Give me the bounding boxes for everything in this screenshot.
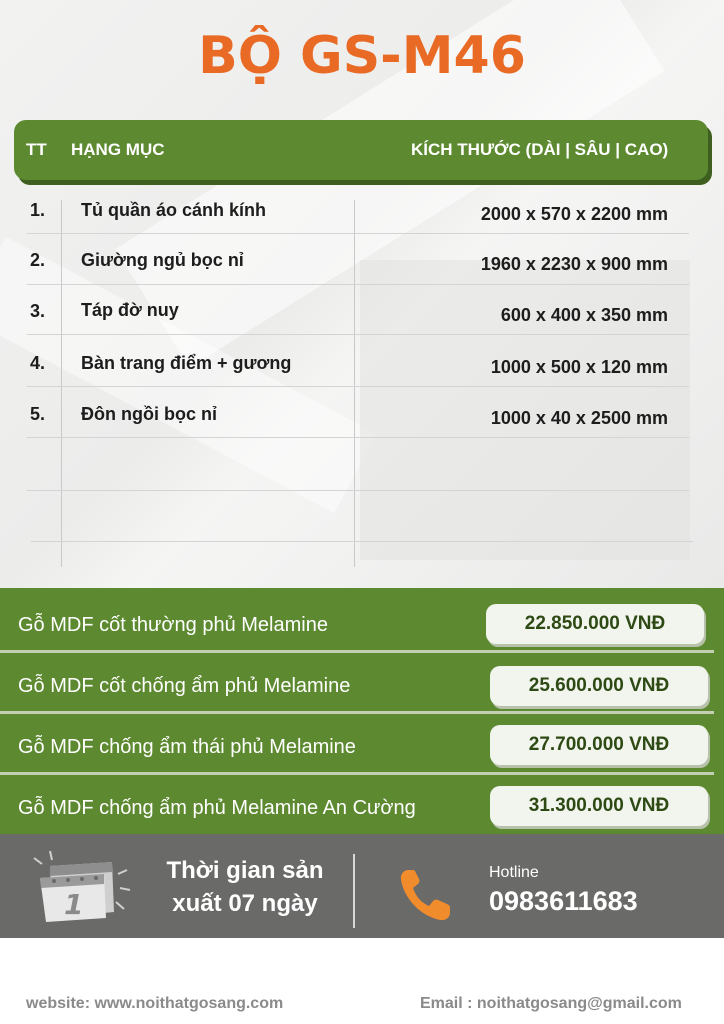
row-item-name: Tủ quần áo cánh kính xyxy=(81,200,267,220)
row-item-name: Đôn ngồi bọc nỉ xyxy=(81,404,217,424)
row-number: 1. xyxy=(30,200,46,220)
material-label: Gỗ MDF chống ẩm phủ Melamine An Cường xyxy=(18,797,416,819)
page-title: BỘ GS-M46 xyxy=(198,26,526,86)
email-link[interactable]: Email : noithatgosang@gmail.com xyxy=(420,995,682,1012)
row-item-name: Giường ngủ bọc nỉ xyxy=(81,250,244,270)
production-time: Thời gian sản xuất 07 ngày xyxy=(166,857,324,917)
row-item-size: 1960 x 2230 x 900 mm xyxy=(480,254,668,274)
price-badge: 25.600.000 VNĐ xyxy=(490,666,708,706)
price-panel xyxy=(0,588,724,834)
calendar-icon xyxy=(28,848,132,924)
price-badge: 27.700.000 VNĐ xyxy=(490,725,708,765)
column-divider xyxy=(61,200,62,567)
header-item: HẠNG MỤC xyxy=(71,140,165,159)
row-item-name: Bàn trang điểm + gương xyxy=(81,353,292,373)
price-row xyxy=(0,649,724,707)
row-divider xyxy=(27,490,689,491)
phone-icon xyxy=(396,866,454,924)
row-item-size: 1000 x 40 x 2500 mm xyxy=(490,408,668,428)
row-number: 4. xyxy=(30,353,46,373)
material-label: Gỗ MDF cốt chống ẩm phủ Melamine xyxy=(18,675,351,697)
row-item-size: 2000 x 570 x 2200 mm xyxy=(480,204,668,224)
column-divider xyxy=(354,200,355,567)
row-item-name: Táp đờ nuy xyxy=(81,300,179,320)
row-divider xyxy=(27,334,689,335)
material-label: Gỗ MDF cốt thường phủ Melamine xyxy=(18,614,328,636)
row-number: 3. xyxy=(30,301,46,321)
calendar-digit: 1 xyxy=(64,888,84,921)
price-badge: 22.850.000 VNĐ xyxy=(486,604,704,644)
price-row xyxy=(0,710,724,768)
price-row xyxy=(0,588,724,646)
hotline-label: Hotline xyxy=(489,864,539,881)
header-tt: TT xyxy=(26,140,47,159)
price-row xyxy=(0,771,724,829)
row-divider xyxy=(27,233,689,234)
hotline-number[interactable]: 0983611683 xyxy=(489,886,638,916)
row-divider xyxy=(27,386,689,387)
row-item-size: 600 x 400 x 350 mm xyxy=(500,305,668,325)
row-divider xyxy=(27,284,689,285)
row-number: 5. xyxy=(30,404,46,424)
row-divider xyxy=(27,437,689,438)
price-badge: 31.300.000 VNĐ xyxy=(490,786,708,826)
material-label: Gỗ MDF chống ẩm thái phủ Melamine xyxy=(18,736,356,758)
row-number: 2. xyxy=(30,250,46,270)
header-size: KÍCH THƯỚC (DÀI | SÂU | CAO) xyxy=(411,140,669,159)
row-item-size: 1000 x 500 x 120 mm xyxy=(490,357,668,377)
website-link[interactable]: website: www.noithatgosang.com xyxy=(26,995,284,1012)
row-divider xyxy=(31,541,693,542)
info-divider xyxy=(353,854,355,928)
